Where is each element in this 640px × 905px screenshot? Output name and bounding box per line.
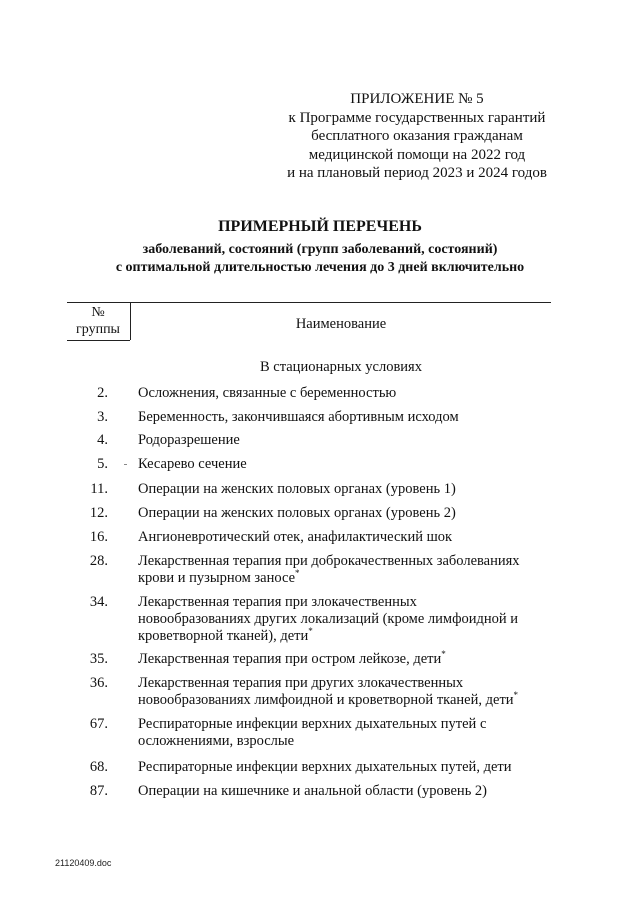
column-header-number [67, 304, 129, 338]
row-name-line [138, 692, 543, 709]
row-name-text: кроветворной тканей), дети [138, 628, 309, 644]
row-number: 36. [89, 675, 108, 691]
subtitle-line-2: с оптимальной длительностью лечения до 3 дней включительно [115, 260, 525, 275]
row-name-line: Лекарственная терапия при доброкачественных заболеваниях [138, 553, 520, 569]
appendix-line: бесплатного оказания гражданам [311, 128, 523, 144]
section-heading: В стационарных условиях [260, 359, 422, 375]
row-name [138, 716, 543, 750]
footnote-mark: * [441, 649, 446, 659]
row-number: 16. [89, 529, 108, 545]
row-number: 35. [89, 651, 108, 667]
row-name [138, 594, 543, 645]
document-title: ПРИМЕРНЫЙ ПЕРЕЧЕНЬ [218, 218, 422, 235]
appendix-block [284, 90, 550, 183]
appendix-line: к Программе государственных гарантий [288, 109, 546, 126]
row-name-line: осложнениями, взрослые [138, 733, 295, 749]
row-number: 12. [89, 505, 108, 521]
row-name: Кесарево сечение [138, 456, 247, 472]
footnote-mark: * [513, 690, 519, 700]
row-name-line: новообразованиях других локализаций (кроме лимфоидной и [138, 611, 519, 627]
row-name: Беременность, закончившаяся абортивным исходом [138, 409, 459, 425]
row-number: 34. [89, 594, 108, 610]
document-footer: 21120409.doc [55, 858, 112, 868]
row-number: 87. [89, 783, 108, 799]
row-name-line: Лекарственная терапия при злокачественных [138, 594, 417, 610]
row-name: Операции на женских половых органах (уровень 1) [138, 481, 456, 497]
row-name [138, 675, 543, 709]
row-name: Родоразрешение [138, 432, 240, 448]
row-name: Осложнения, связанные с беременностью [138, 385, 397, 401]
row-name: Операции на женских половых органах (уровень 2) [138, 505, 456, 521]
row-name: Операции на кишечнике и анальной области (уровень 2) [138, 783, 488, 799]
subtitle-line-1: заболеваний, состояний (групп заболеваний, состояний) [142, 242, 498, 257]
row-name-text: новообразованиях лимфоидной и кроветворной тканей, дети [138, 692, 514, 708]
appendix-line: медицинской помощи на 2022 год [308, 146, 526, 163]
row-number: 4. [97, 432, 108, 448]
footnote-mark: * [308, 626, 313, 636]
appendix-line: и на плановый период 2023 и 2024 годов [287, 165, 547, 181]
table-header-top-rule [67, 302, 551, 303]
row-number: 5. [97, 456, 108, 472]
row-number: 2. [97, 385, 108, 401]
row-number: 68. [89, 759, 108, 775]
document-subtitle [0, 241, 640, 277]
row-number: 3. [97, 409, 108, 425]
row-number: 67. [89, 716, 108, 732]
table-header-bottom-rule [67, 340, 130, 341]
column-header-name: Наименование [295, 316, 387, 332]
row-name [138, 553, 543, 587]
row-name: Ангионевротический отек, анафилактический шок [138, 529, 453, 545]
row-name: Респираторные инфекции верхних дыхательных путей, дети [138, 759, 512, 775]
row-name [138, 651, 543, 668]
column-header-number-label: группы [76, 322, 120, 337]
row-name-line: Респираторные инфекции верхних дыхательных путей с [138, 716, 487, 732]
appendix-heading: ПРИЛОЖЕНИЕ № 5 [350, 91, 484, 107]
row-name-line [138, 570, 543, 587]
row-name-line: Лекарственная терапия при других злокачественных [138, 675, 464, 691]
row-name-text: крови и пузырном заносе [138, 570, 296, 586]
scan-mark [124, 464, 127, 465]
row-name-line [138, 628, 543, 645]
row-name-text: Лекарственная терапия при остром лейкозе, дети [138, 651, 442, 667]
footnote-mark: * [295, 568, 300, 578]
column-header-number-symbol: № [91, 305, 105, 320]
row-number: 11. [90, 481, 108, 497]
row-number: 28. [89, 553, 108, 569]
